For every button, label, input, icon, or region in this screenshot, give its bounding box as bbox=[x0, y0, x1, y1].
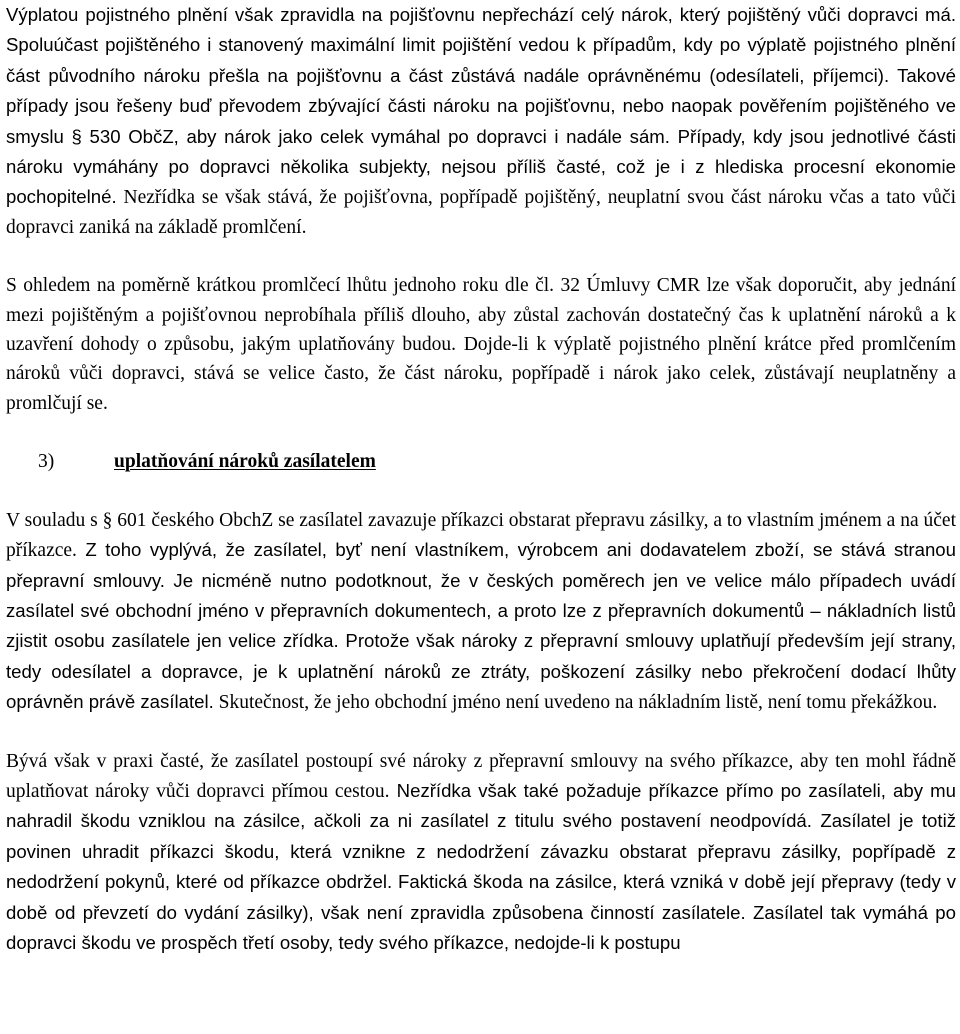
paragraph-text: Skutečnost, že jeho obchodní jméno není uvedeno na nákladním listě, není tomu překážkou. bbox=[213, 692, 938, 714]
paragraph-text: Výplatou pojistného plnění však zpravidla na pojišťovnu nepřechází celý nárok, který pojištěný vůči dopravci má. Spoluúčast pojištěného i stanovený maximální limit pojištění vedou k případům, kdy po výplatě pojistného plnění část původního nároku přešla na pojišťovnu a část zůstává nadále oprávněnému (odesílateli, příjemci). Takové případy jsou řešeny buď převodem zbývající části nároku na pojišťovnu, nebo naopak pověřením pojištěného ve smyslu § 530 ObčZ, aby nárok jako celek vymáhal po dopravci i nadále sám. Případy, kdy jsou jednotlivé části nároku vymáhány po dopravci několika subjekty, nejsou příliš časté, což je i z hlediska procesní ekonomie pochopitelné. bbox=[6, 4, 956, 208]
paragraph-text: S ohledem na poměrně krátkou promlčecí lhůtu jednoho roku dle čl. 32 Úmluvy CMR lze však doporučit, aby jednání mezi pojištěným a pojišťovnou neprobíhala příliš dlouho, aby zůstal zachován dostatečný čas k uplatnění nároků a k uzavření dohody o způsobu, jakým uplatňovány budou. Dojde-li k výplatě pojistného plnění krátce před promlčením nároků vůči dopravci, stává se velice často, že část nároku, popřípadě i nárok jako celek, zůstávají neuplatněny a promlčují se. bbox=[6, 275, 956, 414]
paragraph-gap bbox=[6, 418, 956, 447]
section-number: 3) bbox=[38, 451, 55, 473]
paragraph-gap bbox=[6, 477, 956, 506]
paragraph-text: V souladu s § 601 českého ObchZ se zasílatel zavazuje příkazci obstarat přepravu zásilky, a to vlastním jménem a na účet příkazce. bbox=[6, 509, 956, 562]
section-title: uplatňování nároků zasílatelem bbox=[114, 451, 376, 473]
paragraph-text: Bývá však v praxi časté, že zasílatel postoupí své nároky z přepravní smlouvy na svého příkazce, aby ten mohl řádně uplatňovat nároky vůči dopravci přímou cestou. bbox=[6, 750, 956, 802]
section-heading bbox=[6, 447, 956, 476]
document-page bbox=[6, 0, 956, 958]
paragraph-text: Nezřídka se však stává, že pojišťovna, popřípadě pojištěný, neuplatní svou část nároku včas a tato vůči dopravci zaniká na základě promlčení. bbox=[6, 187, 956, 238]
paragraph-forwarder bbox=[6, 506, 956, 718]
paragraph-gap bbox=[6, 242, 956, 271]
paragraph-text: Nezřídka však také požaduje příkazce přímo po zasílateli, aby mu nahradil škodu vzniklou na zásilce, ačkoli za ni zasílatel z titulu svého postavení neodpovídá. Zasílatel je totiž povinen uhradit příkazci škodu, která vznikne z nedodržení závazku obstarat přepravu zásilky, popřípadě z nedodržení pokynů, které od příkazce obdržel. Faktická škoda na zásilce, která vzniká v době její přepravy (tedy v době od převzetí do vydání zásilky), však není zpravidla způsobena činností zasílatele. Zasílatel tak vymáhá po dopravci škodu ve prospěch třetí osoby, tedy svého příkazce, nedojde-li k postupu bbox=[6, 779, 956, 953]
paragraph-insurance-claims bbox=[6, 0, 956, 242]
paragraph-gap bbox=[6, 718, 956, 747]
paragraph-text: Z toho vyplývá, že zasílatel, byť není vlastníkem, výrobcem ani dodavatelem zboží, se stává stranou přepravní smlouvy. Je nicméně nutno podotknout, že v českých poměrech jen ve velice málo případech uvádí zasílatel své obchodní jméno v přepravních dokumentech, a proto lze z přepravních dokumentů – nákladních listů zjistit osobu zasílatele jen velice zřídka. Protože však nároky z přepravní smlouvy uplatňují především její strany, tedy odesílatel a dopravce, je k uplatnění nároků ze ztráty, poškození zásilky nebo překročení dodací lhůty oprávněn právě zasílatel. bbox=[6, 539, 956, 713]
paragraph-assignment bbox=[6, 747, 956, 959]
paragraph-limitation-period bbox=[6, 271, 956, 418]
